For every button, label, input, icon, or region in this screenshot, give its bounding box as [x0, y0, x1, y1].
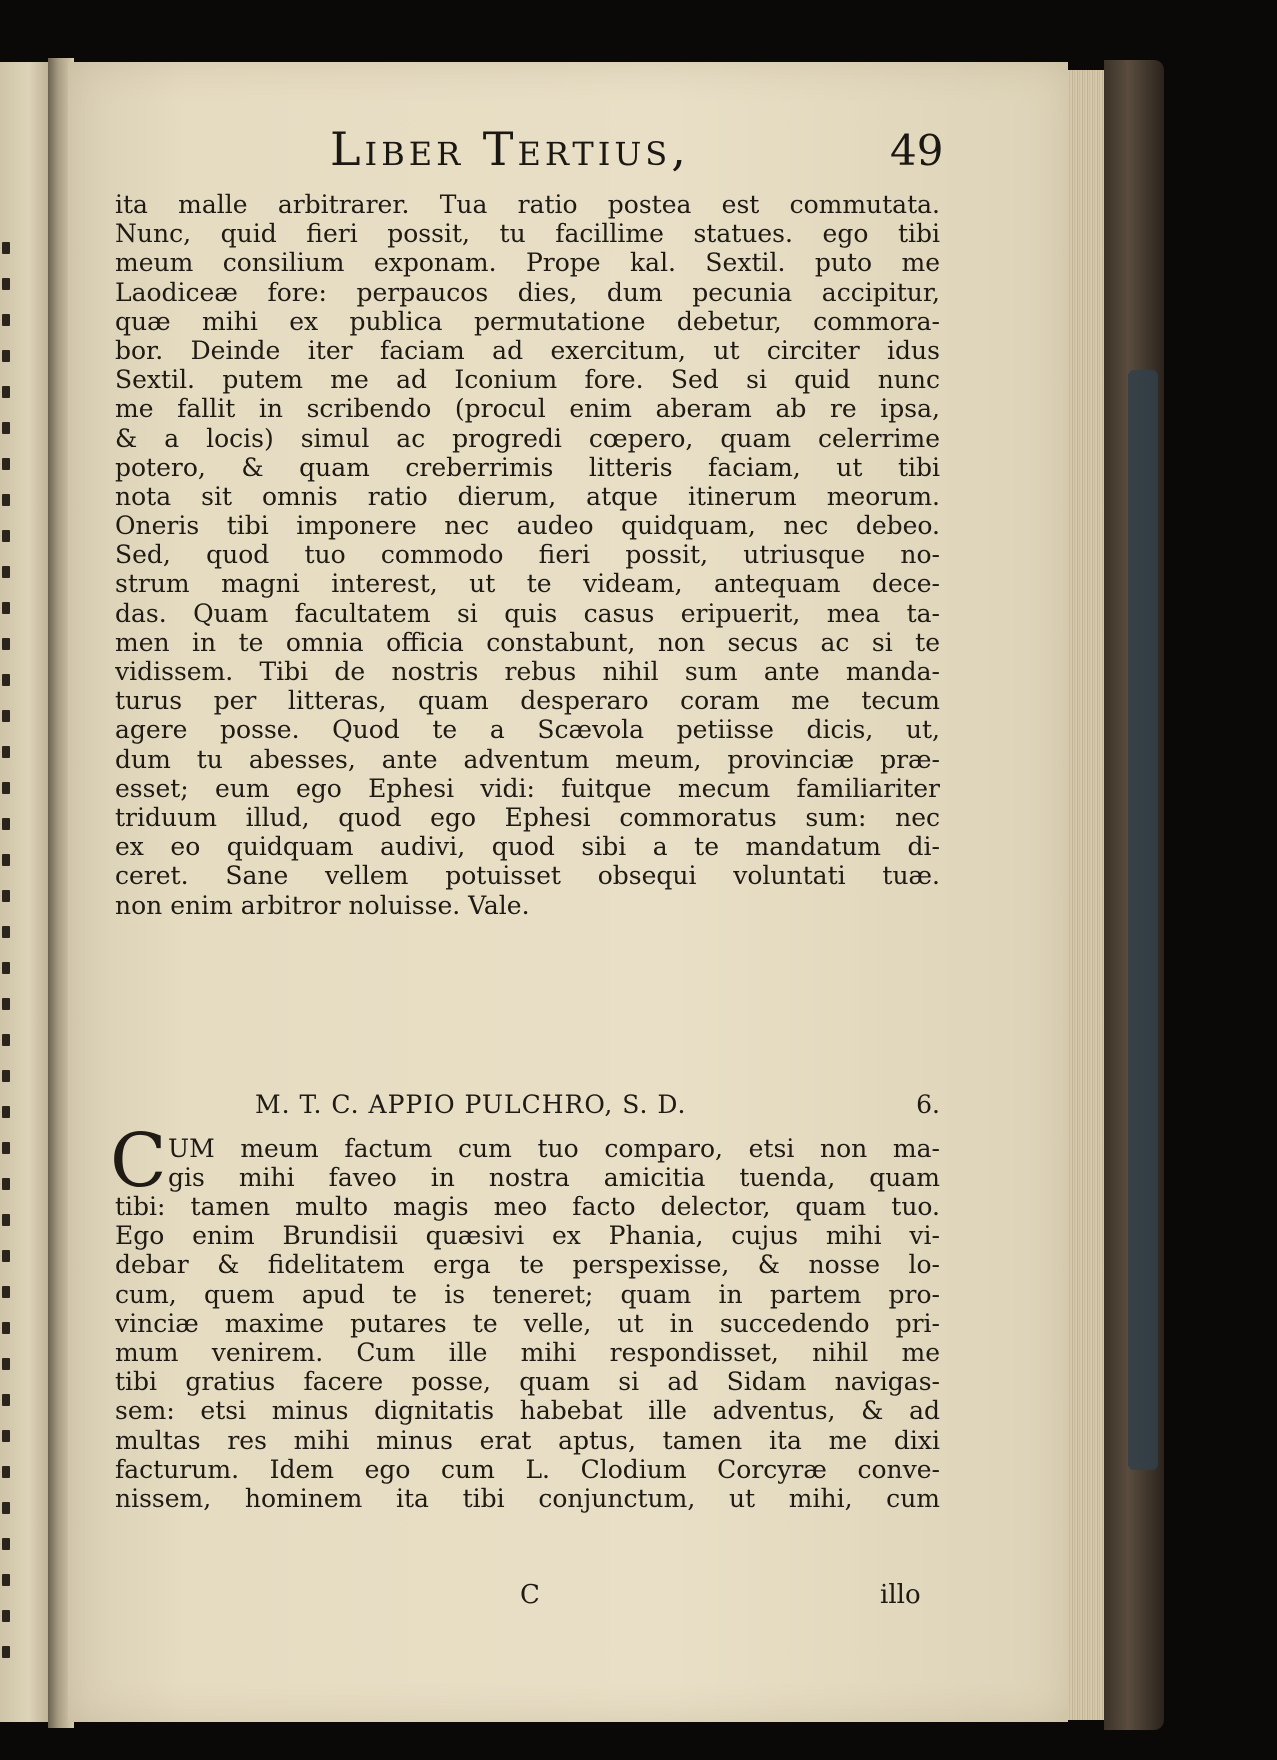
letter-fragment: [2, 1034, 10, 1046]
text-line: multas res mihi minus erat aptus, tamen ita me dixi: [115, 1425, 940, 1455]
text-line: gis mihi faveo in nostra amicitia tuenda, quam: [168, 1163, 940, 1193]
text-line: Ego enim Brundisii quæsivi ex Phania, cujus mihi vi-: [115, 1221, 940, 1251]
letter-6-address: M. T. C. APPIO PULCHRO, S. D.: [255, 1090, 687, 1119]
letter-fragment: [2, 818, 10, 830]
running-head: Liber Tertius,: [330, 122, 690, 176]
text-line: dum tu abesses, ante adventum meum, provinciæ præ-: [115, 744, 940, 774]
text-line: Sextil. putem me ad Iconium fore. Sed si quid nunc: [115, 365, 940, 395]
letter-fragment: [2, 1574, 10, 1586]
letter-fragment: [2, 1070, 10, 1082]
text-line: das. Quam facultatem si quis casus eripuerit, mea ta-: [115, 598, 940, 628]
facing-page-edge: [0, 62, 52, 1722]
letter-fragment: [2, 1358, 10, 1370]
text-line: turus per litteras, quam desperaro coram me tecum: [115, 686, 940, 716]
letter-fragment: [2, 1394, 10, 1406]
letter-fragment: [2, 926, 10, 938]
letter-fragment: [2, 1286, 10, 1298]
signature-mark: C: [520, 1580, 540, 1610]
text-line: strum magni interest, ut te videam, antequam dece-: [115, 569, 940, 599]
letter-fragment: [2, 1106, 10, 1118]
text-line: & a locis) simul ac progredi cœpero, quam celerrime: [115, 423, 940, 453]
text-line: tibi: tamen multo magis meo facto delector, quam tuo.: [115, 1192, 940, 1221]
letter-fragment: [2, 710, 10, 722]
text-line: nissem, hominem ita tibi conjunctum, ut mihi, cum: [115, 1483, 940, 1513]
letter-fragment: [2, 1610, 10, 1622]
text-line: ex eo quidquam audivi, quod sibi a te mandatum di-: [115, 832, 940, 862]
text-line: sem: etsi minus dignitatis habebat ille adventus, & ad: [115, 1396, 940, 1426]
text-line: nota sit omnis ratio dierum, atque itinerum meorum.: [115, 481, 940, 511]
text-line: agere posse. Quod te a Scævola petiisse dicis, ut,: [115, 715, 940, 745]
letter-fragment: [2, 386, 10, 398]
letter-fragment: [2, 242, 10, 254]
text-line: bor. Deinde iter faciam ad exercitum, ut circiter idus: [115, 335, 940, 365]
letter-fragment: [2, 854, 10, 866]
letter-fragment: [2, 350, 10, 362]
letter-fragment: [2, 1646, 10, 1658]
text-line: vidissem. Tibi de nostris rebus nihil sum ante manda-: [115, 657, 940, 686]
text-line: Sed, quod tuo commodo fieri possit, utriusque no-: [115, 540, 940, 570]
letter-fragment: [2, 1322, 10, 1334]
letter-fragment: [2, 494, 10, 506]
text-line: quæ mihi ex publica permutatione debetur, commora-: [115, 306, 940, 336]
text-line: mum venirem. Cum ille mihi respondisset, nihil me: [115, 1337, 940, 1367]
text-line: triduum illud, quod ego Ephesi commoratus sum: nec: [115, 802, 940, 832]
text-line: UM meum factum cum tuo comparo, etsi non ma-: [168, 1134, 940, 1163]
cover-wear-patch: [1128, 370, 1158, 1470]
text-line: Nunc, quid fieri possit, tu facillime statues. ego tibi: [115, 219, 940, 249]
text-line: debar & fidelitatem erga te perspexisse, & nosse lo-: [115, 1250, 940, 1280]
drop-cap: C: [110, 1118, 167, 1204]
letter-6-body: [115, 1192, 940, 1513]
letter-fragment: [2, 1430, 10, 1442]
letter-fragment: [2, 890, 10, 902]
letter-fragment: [2, 638, 10, 650]
text-line: Oneris tibi imponere nec audeo quidquam, nec debeo.: [115, 511, 940, 541]
text-line: men in te omnia officia constabunt, non secus ac si te: [115, 627, 940, 657]
text-line: potero, & quam creberrimis litteris faciam, ut tibi: [115, 452, 940, 482]
text-line: non enim arbitror noluisse. Vale.: [115, 890, 530, 920]
letter-fragment: [2, 1466, 10, 1478]
letter-6-number: 6.: [916, 1090, 940, 1119]
text-line: Laodiceæ fore: perpaucos dies, dum pecunia accipitur,: [115, 277, 940, 307]
text-line: me fallit in scribendo (procul enim aberam ab re ipsa,: [115, 394, 940, 424]
page-number: 49: [890, 126, 944, 175]
text-line: cum, quem apud te is teneret; quam in partem pro-: [115, 1279, 940, 1309]
letter-fragment: [2, 1178, 10, 1190]
letter-fragment: [2, 278, 10, 290]
letter-5-body: [115, 190, 940, 920]
letter-fragment: [2, 1214, 10, 1226]
letter-fragment: [2, 1250, 10, 1262]
letter-fragment: [2, 674, 10, 686]
letter-fragment: [2, 782, 10, 794]
letter-fragment: [2, 746, 10, 758]
facing-page-letter-fragments: [0, 62, 14, 1722]
letter-fragment: [2, 566, 10, 578]
catchword: illo: [880, 1580, 921, 1610]
page-edges: [1068, 70, 1108, 1720]
text-line: facturum. Idem ego cum L. Clodium Corcyræ conve-: [115, 1454, 940, 1484]
letter-fragment: [2, 1502, 10, 1514]
text-line: tibi gratius facere posse, quam si ad Sidam navigas-: [115, 1367, 940, 1397]
letter-fragment: [2, 530, 10, 542]
text-line: meum consilium exponam. Prope kal. Sextil. puto me: [115, 248, 940, 278]
text-line: ceret. Sane vellem potuisset obsequi voluntati tuæ.: [115, 861, 940, 891]
text-line: esset; eum ego Ephesi vidi: fuitque mecum familiariter: [115, 773, 940, 803]
letter-fragment: [2, 314, 10, 326]
text-line: vinciæ maxime putares te velle, ut in succedendo pri-: [115, 1308, 940, 1338]
text-line: ita malle arbitrarer. Tua ratio postea est commutata.: [115, 190, 940, 219]
letter-fragment: [2, 962, 10, 974]
letter-fragment: [2, 1538, 10, 1550]
letter-fragment: [2, 1142, 10, 1154]
letter-fragment: [2, 422, 10, 434]
letter-6-opening-lines: [168, 1134, 940, 1192]
letter-fragment: [2, 602, 10, 614]
letter-fragment: [2, 998, 10, 1010]
letter-fragment: [2, 458, 10, 470]
